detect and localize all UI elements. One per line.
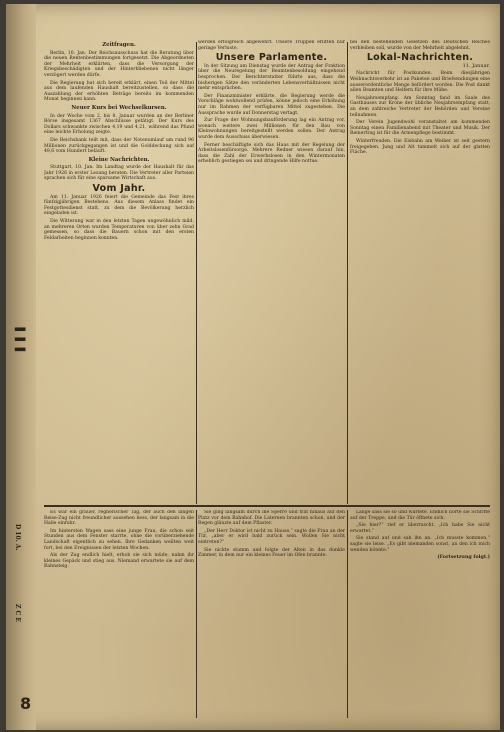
- column-rule: [347, 42, 348, 504]
- column-rule: [196, 510, 197, 718]
- column-right: [350, 40, 490, 502]
- gutter-mark: Z C E: [14, 604, 21, 622]
- story-paragraph: Sie stand auf und sah ihn an. „Ich musste kommen,“ sagte sie leise. „Es gibt niemanden sonst, an den ich mich wenden könnte.“: [350, 536, 490, 553]
- feuilleton-column: [198, 510, 345, 718]
- story-paragraph: „Der Herr Doktor ist nicht zu Hause,“ sagte die Frau an der Tür, „aber er wird bald zurück sein. Wollen Sie nicht eintreten?“: [198, 528, 345, 545]
- article-paragraph: Winterfreuden. Die Eisbahn am Weiher ist seit gestern freigegeben. Jung und Alt tummelt sich auf der glatten Fläche.: [350, 138, 490, 156]
- article-paragraph: Nachricht für Postkunden. Beim diesjährigen Weihnachtsverkehr ist an Paketen und Briefsendungen eine ausserordentliche Menge befördert worden. Die Post dankt allen Beamten und Helfern für ihre Mühe.: [350, 71, 490, 94]
- article-paragraph: In der Sitzung am Dienstag wurde der Antrag der Fraktion über die Neuregelung der Beamtenbesoldung eingehend besprochen. Der Berichterstatter führte aus, dass die bisherigen Sätze den veränderten Lebensverhältnissen nicht mehr entsprächen.: [198, 63, 345, 92]
- section-headline: Lokal-Nachrichten.: [366, 52, 474, 64]
- feuilleton-divider: [44, 505, 490, 507]
- column-middle: [198, 40, 345, 502]
- article-paragraph: Der Verein Jugendwohl veranstaltet am kommenden Sonntag einen Familienabend mit Theater und Musik. Der Reinertrag ist für die Armenpflege bestimmt.: [350, 120, 490, 137]
- article-paragraph: Ferner beschäftigte sich das Haus mit der Regelung der Arbeitslosenfürsorge. Mehrere Redner wiesen darauf hin, dass die Zahl der Erwerbslosen in den Wintermonaten erheblich gestiegen sei und dringende Hilfe nottue.: [198, 142, 345, 165]
- binding-gutter: [6, 4, 36, 730]
- story-paragraph: Sie ging langsam durch die Sperre und trat hinaus auf den Platz vor dem Bahnhof. Die Laternen brannten schon, und der Regen glänzte auf dem Pflaster.: [198, 510, 345, 527]
- story-paragraph: Sie nickte stumm und folgte der Alten in das dunkle Zimmer, in dem nur ein kleines Feuer im Ofen brannte.: [198, 547, 345, 559]
- section-headline: Vom Jahr.: [92, 183, 146, 195]
- gutter-mark: ▐ ▐ ▐: [14, 324, 24, 352]
- article-paragraph: Die Reichsbank teilt mit, dass der Notenumlauf um rund 96 Millionen zurückgegangen ist und die Golddeckung sich auf 49,6 vom Hundert beläuft.: [44, 137, 194, 155]
- story-paragraph: Als der Zug endlich hielt, erhob sie sich müde, nahm ihr kleines Gepäck und stieg aus. Niemand erwartete sie auf dem Bahnsteig.: [44, 553, 194, 570]
- article-paragraph: Zur Frage der Wohnungsbauförderung lag ein Antrag vor, wonach weitere zwei Millionen für den Bau von Kleinwohnungen bereitgestellt werden sollen. Der Antrag wurde dem Ausschuss überwiesen.: [198, 118, 345, 140]
- article-paragraph: Neujahrsempfang. Am Sonntag fand im Saale des Gasthauses zur Krone der übliche Neujahrsempfang statt, an dem zahlreiche Vertreter der Behörden und Vereine teilnahmen.: [350, 95, 490, 118]
- column-rule: [347, 510, 348, 718]
- section-heading: Neuer Kurs bei Wechselkursen.: [71, 104, 167, 111]
- column-rule: [196, 42, 197, 504]
- feuilleton-column: [44, 510, 194, 718]
- article-paragraph: bei den bestehenden Gesetzen des Deutschen Reiches verbleiben soll, wurde von der Mehrheit abgelehnt.: [350, 40, 490, 51]
- article-paragraph: Der Finanzminister erklärte, die Regierung werde die Vorschläge wohlwollend prüfen, könne jedoch eine Erhöhung nur im Rahmen der verfügbaren Mittel zugestehen. Die Aussprache wurde auf Donnerstag vertagt.: [198, 93, 345, 116]
- article-paragraph: werden erfolgreich abgewehrt. Unsere Truppen erlitten nur geringe Verluste.: [198, 40, 345, 51]
- article-paragraph: Die Regierung hat sich bereit erklärt, einen Teil der Mittel aus dem laufenden Haushalt bereitzustellen, so dass die Auszahlung der erhöhten Beträge bereits im kommenden Monat beginnen kann.: [44, 80, 194, 103]
- gutter-mark: D 10. A.: [14, 524, 21, 551]
- story-paragraph: Es war ein grauer, regnerischer Tag, der auch den langen Reise-Zug nicht freundlicher aussehen liess, der langsam in die Halle einfuhr.: [44, 510, 194, 527]
- column-left: [44, 40, 194, 502]
- section-heading: Kleine Nachrichten.: [88, 156, 150, 163]
- article-paragraph: Berlin, 10. Jan. Der Reichsausschuss hat die Beratung über die neuen Rentenbestimmungen fortgesetzt. Die Abgeordneten der Mehrheit erklärten, dass die Versorgung der Kriegsbeschädigten und der Hinterbliebenen nicht länger verzögert werden dürfe.: [44, 50, 194, 78]
- story-paragraph: „Sie hier?“ rief er überrascht. „Ich habe Sie nicht erwartet.“: [350, 523, 490, 534]
- story-paragraph: Lange sass sie so und wartete. Endlich hörte sie Schritte auf der Treppe, und die Tür öffnete sich.: [350, 510, 490, 521]
- article-paragraph: Die Witterung war in den letzten Tagen ungewöhnlich mild; an mehreren Orten wurden Temperaturen von über zehn Grad gemessen, so dass die Bauern schon mit den ersten Feldarbeiten beginnen konnten.: [44, 219, 194, 241]
- article-paragraph: In der Woche vom 2. bis 8. Januar wurden an der Berliner Börse insgesamt 1367 Abschlüsse getätigt. Der Kurs des Dollars schwankte zwischen 4,19 und 4,21, während das Pfund eine leichte Erholung zeigte.: [44, 113, 194, 136]
- article-paragraph: Am 11. Januar 1926 feiert die Gemeinde das Fest ihres fünfzigjährigen Bestehens. Aus diesem Anlass findet ein Festgottesdienst statt, zu dem die Bevölkerung herzlich eingeladen ist.: [44, 194, 194, 217]
- article-paragraph: Stuttgart, 10. Jan. Im Landtag wurde der Haushalt für das Jahr 1926 in erster Lesung beraten. Die Vertreter aller Parteien sprachen sich für eine sparsame Wirtschaft aus.: [44, 165, 194, 182]
- story-paragraph: Im hintersten Wagen sass eine junge Frau, die schon seit Stunden aus dem Fenster starrte, ohne die vorüberziehende Landschaft eigentlich zu sehen. Ihre Gedanken weilten weit fort, bei den Ereignissen der letzten Wochen.: [44, 528, 194, 551]
- page-number: 8: [20, 694, 32, 713]
- continued-note: (Fortsetzung folgt.): [437, 554, 490, 561]
- feuilleton-column: [350, 510, 490, 718]
- section-heading: Zeitfragen.: [102, 42, 136, 48]
- dateline: 11. Januar.: [462, 62, 490, 69]
- section-headline: Unsere Parlamente.: [215, 52, 328, 64]
